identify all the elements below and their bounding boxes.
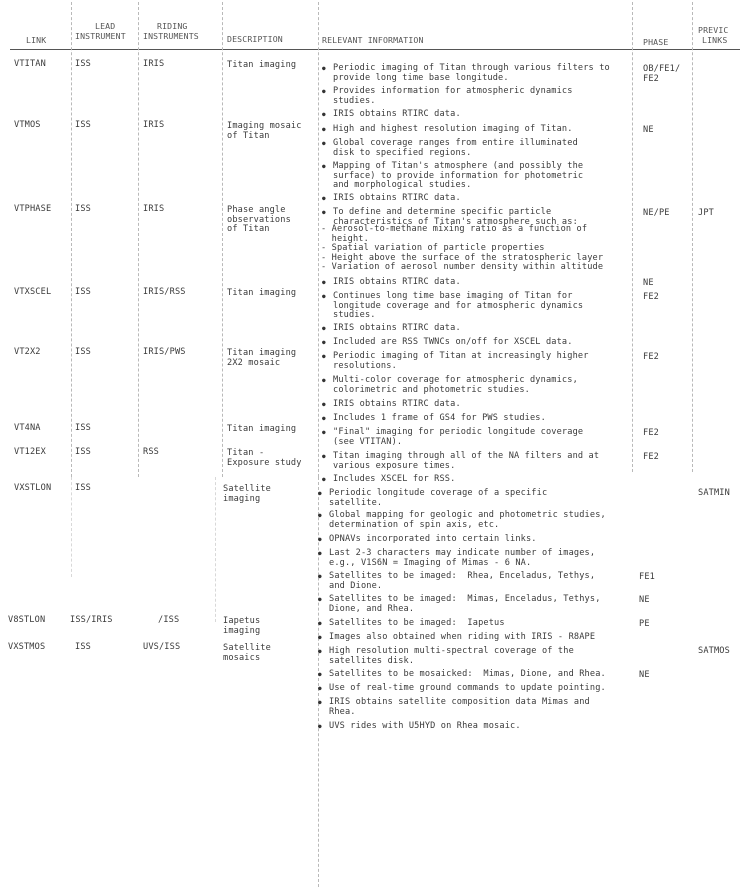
link-name: VTXSCEL <box>14 287 52 297</box>
info-bullet-item: ● To define and determine specific particle <box>333 208 551 218</box>
info-bullet-continuation: and morphological studies. <box>333 180 472 191</box>
column-divider <box>215 477 216 622</box>
description-line: imaging <box>223 493 261 504</box>
description-line: Titan imaging <box>227 348 297 358</box>
column-divider <box>138 2 139 477</box>
description-line: of Titan <box>227 224 270 235</box>
info-bullet-item: ● Multi-color coverage for atmospheric dynamics, <box>333 376 578 386</box>
header-lead-line1: LEAD <box>95 21 116 31</box>
phase-value: PE <box>639 619 650 629</box>
info-bullet-item: ● IRIS obtains RTIRC data. <box>333 400 461 410</box>
info-bullet-continuation: provide long time base longitude. <box>333 72 509 83</box>
info-bullet-continuation: e.g., V1S6N = Imaging of Mimas - 6 NA. <box>329 557 532 568</box>
info-bullet-continuation: longitude coverage and for atmospheric dynamics <box>333 300 584 311</box>
description-line: 2X2 mosaic <box>227 357 281 368</box>
info-bullet-continuation: studies. <box>333 310 376 321</box>
phase-value: NE <box>643 278 654 288</box>
link-name: VT12EX <box>14 447 46 457</box>
column-divider <box>318 2 319 477</box>
info-bullet-continuation: Dione, and Rhea. <box>329 603 415 614</box>
header-riding-line1: RIDING <box>157 21 188 31</box>
info-bullet-item: ● Images also obtained when riding with IRIS - R8APE <box>329 633 595 643</box>
info-bullet-item: ● Titan imaging through all of the NA filters and at <box>333 452 599 462</box>
info-dash-item: height. <box>321 233 369 244</box>
description-line: mosaics <box>223 652 261 663</box>
info-bullet-item: ● Global coverage ranges from entire illuminated <box>333 139 578 149</box>
header-previous-links-line2: LINKS <box>702 35 728 45</box>
riding-instruments: IRIS <box>143 120 165 130</box>
info-bullet-item: ● IRIS obtains RTIRC data. <box>333 324 461 334</box>
previous-link: SATMOS <box>698 646 730 656</box>
column-divider <box>71 2 72 477</box>
info-bullet-continuation: various exposure times. <box>333 460 456 471</box>
info-bullet-continuation: satellites disk. <box>329 655 415 666</box>
info-bullet-continuation: (see VTITAN). <box>333 436 403 447</box>
phase-value: NE <box>639 670 650 680</box>
riding-instruments: IRIS <box>143 204 165 214</box>
phase-value: NE <box>639 595 650 605</box>
lead-instrument: ISS <box>75 59 91 69</box>
info-bullet-item: ● IRIS obtains RTIRC data. <box>333 278 461 288</box>
lead-instrument: ISS <box>75 287 91 297</box>
header-riding-line2: INSTRUMENTS <box>143 31 199 41</box>
phase-value: NE/PE <box>643 208 670 218</box>
info-bullet-item: ● Periodic imaging of Titan at increasingly higher <box>333 352 589 362</box>
info-bullet-item: ● UVS rides with U5HYD on Rhea mosaic. <box>329 722 521 732</box>
riding-instruments: UVS/ISS <box>143 642 181 652</box>
info-bullet-item: ● Periodic longitude coverage of a specific <box>329 489 547 499</box>
description-line: Iapetus <box>223 616 261 626</box>
previous-link: SATMIN <box>698 488 730 498</box>
link-name: VTITAN <box>14 59 46 69</box>
info-bullet-item: ● High resolution multi-spectral coverage of the <box>329 647 574 657</box>
lead-instrument: ISS <box>75 120 91 130</box>
description-line: of Titan <box>227 130 270 141</box>
column-divider <box>222 2 223 477</box>
info-bullet-item: ● High and highest resolution imaging of Titan. <box>333 125 573 135</box>
info-bullet-item: ● IRIS obtains RTIRC data. <box>333 110 461 120</box>
info-dash-item: - Spatial variation of particle properties <box>321 243 545 254</box>
column-divider <box>71 477 72 577</box>
info-bullet-continuation: resolutions. <box>333 360 397 371</box>
link-name: VXSTMOS <box>8 642 46 652</box>
info-bullet-item: ● IRIS obtains satellite composition data Mimas and <box>329 698 590 708</box>
info-bullet-item: ● Continues long time base imaging of Titan for <box>333 292 573 302</box>
info-bullet-continuation: Rhea. <box>329 706 356 717</box>
column-divider <box>632 2 633 472</box>
description-line: Titan imaging <box>227 288 297 298</box>
description-line: Imaging mosaic <box>227 121 302 131</box>
lead-instrument: ISS <box>75 447 91 457</box>
info-dash-item: - Variation of aerosol number density within altitude <box>321 262 604 273</box>
header-rule <box>10 49 740 50</box>
link-name: VXSTLON <box>14 483 52 493</box>
link-name: VT4NA <box>14 423 41 433</box>
riding-instruments: /ISS <box>158 615 180 625</box>
riding-instruments: IRIS/RSS <box>143 287 186 297</box>
riding-instruments: RSS <box>143 447 159 457</box>
info-bullet-item: ● Satellites to be imaged: Mimas, Enceladus, Tethys, <box>329 595 601 605</box>
description-line: Exposure study <box>227 457 302 468</box>
riding-instruments: IRIS/PWS <box>143 347 186 357</box>
info-bullet-item: ● Satellites to be imaged: Iapetus <box>329 619 505 629</box>
header-phase: PHASE <box>643 37 669 47</box>
info-bullet-continuation: surface) to provide information for photometric <box>333 170 584 181</box>
info-bullet-item: ● Includes 1 frame of GS4 for PWS studies. <box>333 414 546 424</box>
info-bullet-continuation: colorimetric and photometric studies. <box>333 384 530 395</box>
info-bullet-item: ● Provides information for atmospheric dynamics <box>333 87 573 97</box>
info-bullet-item: ● "Final" imaging for periodic longitude coverage <box>333 428 583 438</box>
description-line: Satellite <box>223 484 271 494</box>
lead-instrument: ISS <box>75 642 91 652</box>
previous-link: JPT <box>698 208 714 218</box>
phase-value: NE <box>643 125 654 135</box>
info-bullet-item: ● Last 2-3 characters may indicate number of images, <box>329 549 595 559</box>
info-dash-item: - Aerosol-to-methane mixing ratio as a function of <box>321 224 588 234</box>
description-line: Titan imaging <box>227 60 297 70</box>
phase-value: FE2 <box>643 452 659 462</box>
link-name: VTMOS <box>14 120 41 130</box>
info-bullet-item: ● Included are RSS TWNCs on/off for XSCEL data. <box>333 338 573 348</box>
description-line: Phase angle <box>227 205 286 215</box>
info-bullet-continuation: disk to specified regions. <box>333 147 472 158</box>
header-description: DESCRIPTION <box>227 34 283 44</box>
description-line: Titan imaging <box>227 424 297 434</box>
riding-instruments: IRIS <box>143 59 165 69</box>
info-bullet-continuation: determination of spin axis, etc. <box>329 519 500 530</box>
phase-value: FE2 <box>643 428 659 438</box>
info-bullet-item: ● OPNAVs incorporated into certain links. <box>329 535 537 545</box>
phase-value: FE2 <box>643 292 659 302</box>
info-bullet-item: ● Mapping of Titan's atmosphere (and possibly the <box>333 162 583 172</box>
phase-value: FE2 <box>643 73 659 84</box>
phase-value: FE2 <box>643 352 659 362</box>
column-divider <box>692 2 693 472</box>
info-bullet-item: ● Use of real-time ground commands to update pointing. <box>329 684 606 694</box>
description-line: Titan - <box>227 448 265 458</box>
link-name: V8STLON <box>8 615 46 625</box>
header-lead-line2: INSTRUMENT <box>75 31 126 41</box>
link-name: VTPHASE <box>14 204 52 214</box>
info-dash-item: - Height above the surface of the stratospheric layer <box>321 252 604 263</box>
lead-instrument: ISS <box>75 204 91 214</box>
info-bullet-item: ● Global mapping for geologic and photometric studies, <box>329 511 606 521</box>
phase-value: FE1 <box>639 572 655 582</box>
info-bullet-item: ● IRIS obtains RTIRC data. <box>333 194 461 204</box>
header-relevant-information: RELEVANT INFORMATION <box>322 35 424 45</box>
lead-instrument: ISS <box>75 483 91 493</box>
header-previous-links-line1: PREVIC <box>698 25 729 35</box>
info-bullet-item: ● Satellites to be mosaicked: Mimas, Dione, and Rhea. <box>329 670 606 680</box>
info-bullet-continuation: studies. <box>333 95 376 106</box>
info-bullet-continuation: characteristics of Titan's atmosphere such as: <box>333 216 578 227</box>
description-line: Satellite <box>223 643 271 653</box>
info-bullet-item: ● Includes XSCEL for RSS. <box>333 475 455 485</box>
link-name: VT2X2 <box>14 347 41 357</box>
header-link: LINK <box>26 35 47 45</box>
lead-instrument: ISS/IRIS <box>70 615 113 625</box>
description-line: observations <box>227 214 291 225</box>
phase-value: OB/FE1/ <box>643 64 681 74</box>
lead-instrument: ISS <box>75 423 91 433</box>
info-bullet-continuation: satellite. <box>329 497 383 508</box>
lead-instrument: ISS <box>75 347 91 357</box>
info-bullet-item: ● Satellites to be imaged: Rhea, Enceladus, Tethys, <box>329 572 595 582</box>
description-line: imaging <box>223 625 261 636</box>
info-bullet-item: ● Periodic imaging of Titan through various filters to <box>333 64 610 74</box>
info-bullet-continuation: and Dione. <box>329 580 383 591</box>
